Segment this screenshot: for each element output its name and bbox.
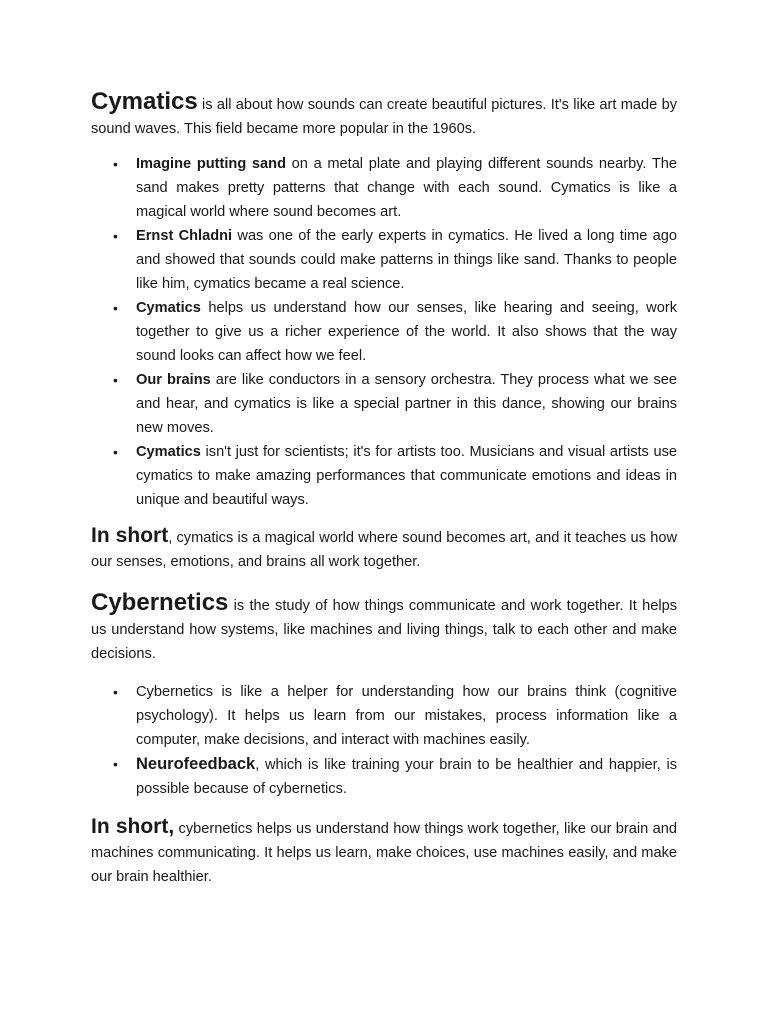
bullet-icon: •: [113, 156, 118, 172]
list-item: [113, 440, 677, 512]
cymatics-intro-text: is all about how sounds can create beautiful pictures. It's like art made by sound waves. This field became more popular in the 1960s.: [91, 97, 677, 137]
list-item: [113, 680, 677, 752]
bullet-text: helps us understand how our senses, like hearing and seeing, work together to give us a richer experience of the world. It also shows that the way sound looks can affect how we feel.: [136, 300, 677, 364]
bullet-keyword: Imagine putting sand: [136, 156, 286, 172]
cybernetics-summary-text: cybernetics helps us understand how things work together, like our brain and machines communicating. It helps us learn, make choices, use machines easily, and make our brain healthier.: [91, 821, 677, 885]
cybernetics-intro: [91, 591, 677, 666]
bullet-keyword: Our brains: [136, 372, 211, 388]
list-item: [113, 752, 677, 801]
cybernetics-intro-text: is the study of how things communicate and work together. It helps us understand how systems, like machines and living things, talk to each other and make decisions.: [91, 598, 677, 662]
bullet-text: are like conductors in a sensory orchestra. They process what we see and hear, and cymatics is like a special partner in this dance, showing our brains new moves.: [136, 372, 677, 436]
list-item: [113, 152, 678, 224]
cymatics-summary-heading: In short: [91, 524, 169, 547]
bullet-text: isn't just for scientists; it's for artists too. Musicians and visual artists use cymatics to make amazing performances that communicate emotions and ideas in unique and beautiful ways.: [136, 444, 677, 508]
bullet-text: on a metal plate and playing different sounds nearby. The sand makes pretty patterns that change with each sound. Cymatics is like a magical world where sound becomes art.: [136, 156, 678, 220]
bullet-text: Cybernetics is like a helper for understanding how our brains think (cognitive psychology). It helps us learn from our mistakes, process information like a computer, make decisions, and interact with machines easily.: [136, 684, 677, 748]
cybernetics-bullet-list: [91, 680, 677, 801]
bullet-text: , which is like training your brain to be healthier and happier, is possible because of cybernetics.: [136, 757, 677, 797]
bullet-keyword: Cymatics: [136, 444, 201, 460]
cymatics-summary: [91, 524, 677, 574]
bullet-icon: •: [113, 444, 118, 460]
bullet-icon: •: [113, 372, 118, 388]
cybernetics-summary-heading: In short,: [91, 815, 175, 838]
cymatics-heading: Cymatics: [91, 88, 198, 115]
cymatics-intro: [91, 90, 677, 141]
bullet-text: was one of the early experts in cymatics. He lived a long time ago and showed that sounds could make patterns in things like sand. Thanks to people like him, cymatics became a real science.: [136, 228, 677, 292]
list-item: [113, 368, 677, 440]
bullet-icon: •: [113, 300, 118, 316]
bullet-icon: •: [113, 756, 118, 772]
cymatics-summary-text: , cymatics is a magical world where sound becomes art, and it teaches us how our senses, emotions, and brains all work together.: [91, 530, 677, 570]
list-item: [113, 296, 677, 368]
bullet-icon: •: [113, 228, 118, 244]
bullet-icon: •: [113, 684, 118, 700]
bullet-keyword: Ernst Chladni: [136, 228, 233, 244]
cybernetics-heading: Cybernetics: [91, 589, 229, 616]
cybernetics-summary: [91, 815, 677, 889]
list-item: [113, 224, 677, 296]
bullet-keyword: Cymatics: [136, 300, 201, 316]
bullet-keyword: Neurofeedback: [136, 755, 256, 773]
cymatics-bullet-list: [91, 152, 677, 512]
